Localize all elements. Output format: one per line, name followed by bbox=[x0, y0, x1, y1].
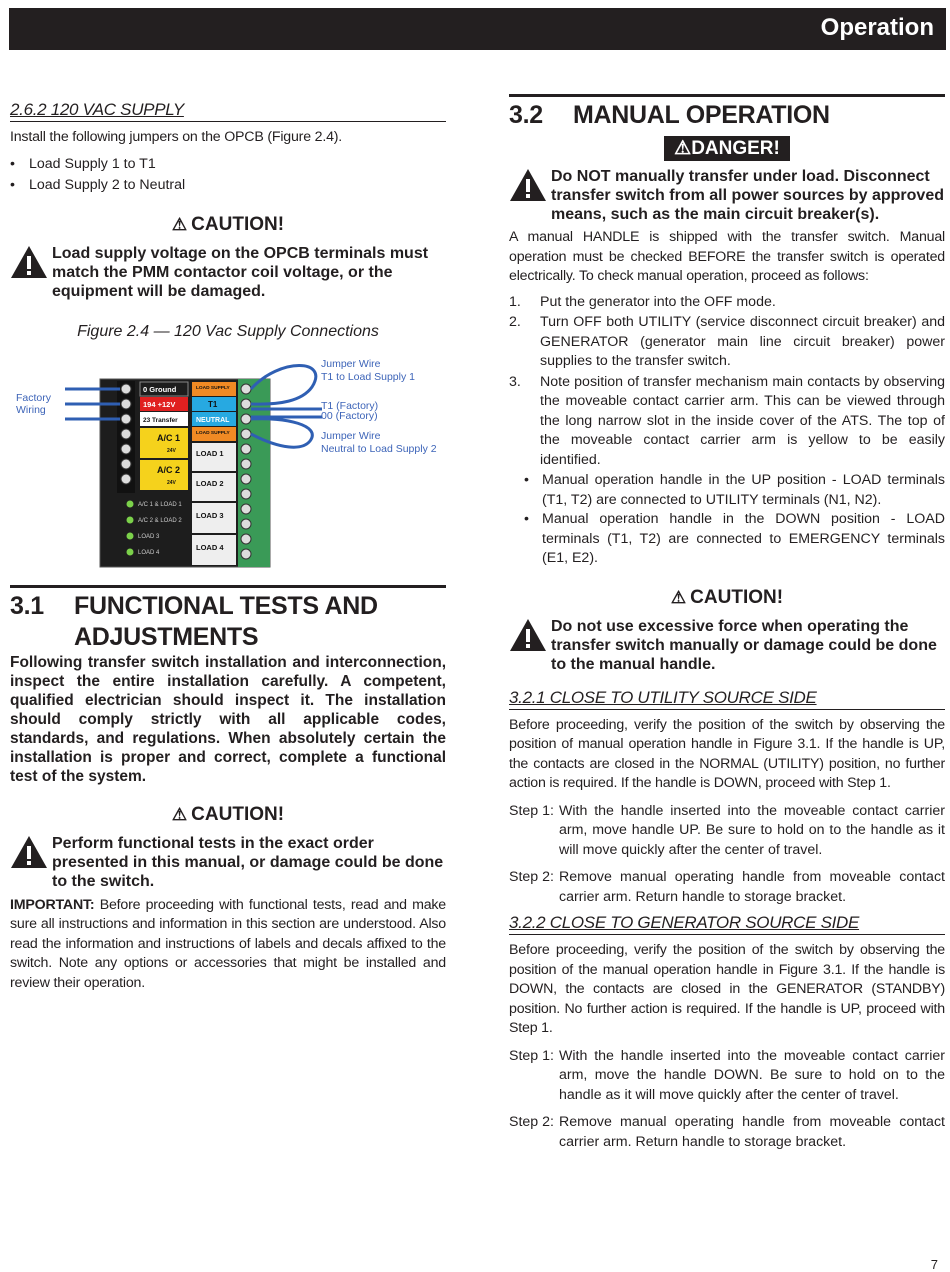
caution-heading: ⚠ CAUTION! bbox=[171, 213, 285, 235]
svg-text:LOAD 1: LOAD 1 bbox=[196, 448, 224, 458]
caution-text: Load supply voltage on the OPCB terminals must match the PMM contactor coil voltage, or the equipment will be damaged. bbox=[52, 244, 429, 300]
svg-text:00 (Factory): 00 (Factory) bbox=[321, 409, 378, 422]
list-item: 1. Put the generator into the OFF mode. bbox=[509, 293, 776, 310]
svg-text:LOAD 3: LOAD 3 bbox=[138, 533, 160, 540]
caution-text: Do not use excessive force when operating the transfer switch manually or damage could be done to the manual handle. bbox=[551, 617, 937, 673]
figure-caption: Figure 2.4 — 120 Vac Supply Connections bbox=[77, 322, 379, 340]
svg-text:T1: T1 bbox=[208, 399, 218, 409]
page-number: 7 bbox=[930, 1257, 938, 1272]
caution-heading: ⚠ CAUTION! bbox=[171, 803, 285, 825]
svg-text:NEUTRAL: NEUTRAL bbox=[196, 416, 230, 424]
section-3-2-2-heading: 3.2.2 CLOSE TO GENERATOR SOURCE SIDE bbox=[509, 913, 945, 935]
left-column bbox=[10, 100, 446, 993]
caution-block bbox=[10, 834, 446, 891]
opcb-wiring-diagram bbox=[10, 353, 446, 571]
section-3-2-2-paragraph: Before proceeding, verify the position of the switch by observing the position of the manual operation handle in Figure 3.1. If the handle is DOWN, the contacts are closed in the GENERATOR (STANDBY) position. No further action is required. If the handle is UP, proceed with Step 1. bbox=[509, 942, 945, 1036]
caution-heading: ⚠ CAUTION! bbox=[670, 586, 784, 608]
list-item: • Manual operation handle in the DOWN position - LOAD terminals (T1, T2) are connected to EMERGENCY terminals (E1, E2). bbox=[524, 510, 945, 569]
important-note: IMPORTANT: Before proceeding with functional tests, read and make sure all instructions and information in this section are understood. Also read the information and instructions of labels and decals affixed to the switch. Note any options or accessories that might be installed and review their operation. bbox=[10, 896, 446, 991]
warning-triangle-icon bbox=[10, 834, 48, 870]
svg-text:LOAD 3: LOAD 3 bbox=[196, 510, 224, 520]
jumper-wire-1-label: Jumper Wire bbox=[321, 357, 381, 370]
step-item: Step 1: With the handle inserted into the moveable contact carrier arm, move the handle DOWN. Be sure to hold on to the handle as it will move quickly after the center of travel. bbox=[509, 1047, 945, 1103]
section-3-1-paragraph: Following transfer switch installation and interconnection, inspect the entire installation carefully. A competent, qualified electrician should inspect it. The installation should comply strictly with all applicable codes, standards, and regulations. When absolutely certain the installation is proper and correct, complete a functional test of the system. bbox=[10, 653, 446, 785]
caution-block bbox=[509, 617, 945, 674]
jumper-list bbox=[10, 154, 446, 196]
svg-text:Neutral to Load Supply 2: Neutral to Load Supply 2 bbox=[321, 442, 437, 455]
svg-text:24V: 24V bbox=[167, 479, 176, 486]
warning-triangle-icon bbox=[509, 617, 547, 653]
danger-block bbox=[509, 167, 945, 224]
section-2-6-2-intro: Install the following jumpers on the OPCB (Figure 2.4). bbox=[10, 129, 343, 145]
warning-triangle-icon bbox=[509, 167, 547, 203]
svg-text:A/C 2 & LOAD 2: A/C 2 & LOAD 2 bbox=[138, 517, 182, 524]
factory-wiring-label: Factory bbox=[16, 391, 52, 404]
manual-steps-list bbox=[509, 293, 945, 471]
caution-block bbox=[10, 244, 446, 301]
svg-text:23 Transfer: 23 Transfer bbox=[143, 416, 178, 424]
svg-text:A/C 1 & LOAD 1: A/C 1 & LOAD 1 bbox=[138, 501, 182, 508]
svg-text:24V: 24V bbox=[167, 447, 176, 454]
section-3-2-1-heading: 3.2.1 CLOSE TO UTILITY SOURCE SIDE bbox=[509, 688, 945, 710]
manual-operation-intro: A manual HANDLE is shipped with the transfer switch. Manual operation must be checked BEFORE the transfer switch is operated electrically. To check manual operation, proceed as follows: bbox=[509, 229, 945, 284]
section-3-2-1-paragraph: Before proceeding, verify the position of the switch by observing the position of manual operation handle in Figure 3.1. If the handle is UP, the contacts are closed in the NORMAL (UTILITY) position, no further action is required. If the handle is DOWN, proceed with Step 1. bbox=[509, 716, 945, 791]
svg-text:LOAD 4: LOAD 4 bbox=[196, 542, 224, 552]
opcb-diagram-svg bbox=[10, 353, 446, 571]
danger-text: Do NOT manually transfer under load. Disconnect transfer switch from all power sources by approved means, such as the main circuit breaker(s). bbox=[551, 168, 944, 223]
warning-triangle-icon: ⚠ bbox=[171, 804, 188, 824]
svg-text:A/C 1: A/C 1 bbox=[157, 432, 181, 443]
svg-text:LOAD SUPPLY: LOAD SUPPLY bbox=[196, 430, 230, 436]
step-item: Step 1: With the handle inserted into the moveable contact carrier arm, move handle UP. Be sure to hold on to the handle as it will move quickly after the center of travel. bbox=[509, 802, 945, 858]
list-item: • Load Supply 1 to T1 bbox=[10, 154, 446, 175]
warning-triangle-icon: ⚠ bbox=[171, 214, 188, 234]
danger-badge: ⚠DANGER! bbox=[664, 136, 790, 161]
section-2-6-2-heading: 2.6.2 120 VAC SUPPLY bbox=[10, 100, 446, 122]
svg-text:194 +12V: 194 +12V bbox=[143, 399, 176, 409]
svg-text:LOAD SUPPLY: LOAD SUPPLY bbox=[196, 385, 230, 391]
list-item: • Manual operation handle in the UP position - LOAD terminals (T1, T2) are connected to UTILITY terminals (N1, N2). bbox=[524, 471, 945, 510]
page-title: Operation bbox=[820, 14, 934, 41]
warning-triangle-icon: ⚠ bbox=[670, 587, 687, 607]
caution-text: Perform functional tests in the exact order presented in this manual, or damage could be done to the switch. bbox=[52, 834, 444, 890]
section-3-1-heading: 3.1 FUNCTIONAL TESTS AND ADJUSTMENTS bbox=[10, 585, 446, 653]
list-item: 2. Turn OFF both UTILITY (service disconnect circuit breaker) and GENERATOR (generator main line circuit breaker) power supplies to the transfer switch. bbox=[509, 314, 945, 369]
jumper-wire-2-label: Jumper Wire bbox=[321, 429, 381, 442]
section-3-2-heading: 3.2 MANUAL OPERATION bbox=[509, 94, 945, 131]
t1-factory-label: T1 (Factory) bbox=[321, 399, 379, 412]
warning-triangle-icon bbox=[10, 244, 48, 280]
svg-text:LOAD 4: LOAD 4 bbox=[138, 549, 160, 556]
list-item: • Load Supply 2 to Neutral bbox=[10, 175, 446, 196]
list-item: 3. Note position of transfer mechanism main contacts by observing the moveable contact carrier arm. This can be viewed through the long narrow slot in the inside cover of the ATS. The top of the moveable contact carrier arm is yellow to be easily identified. bbox=[509, 373, 945, 468]
svg-text:Wiring: Wiring bbox=[16, 403, 46, 416]
svg-text:T1 to Load Supply 1: T1 to Load Supply 1 bbox=[321, 370, 415, 383]
svg-text:0 Ground: 0 Ground bbox=[143, 384, 177, 394]
handle-position-list bbox=[524, 471, 945, 569]
svg-text:LOAD 2: LOAD 2 bbox=[196, 478, 224, 488]
right-column bbox=[509, 94, 945, 1152]
step-item: Step 2: Remove manual operating handle from moveable contact carrier arm. Return handle to storage bracket. bbox=[509, 1114, 945, 1150]
step-item: Step 2: Remove manual operating handle from moveable contact carrier arm. Return handle to storage bracket. bbox=[509, 869, 945, 905]
svg-text:A/C 2: A/C 2 bbox=[157, 464, 181, 475]
header-bar bbox=[9, 8, 946, 50]
